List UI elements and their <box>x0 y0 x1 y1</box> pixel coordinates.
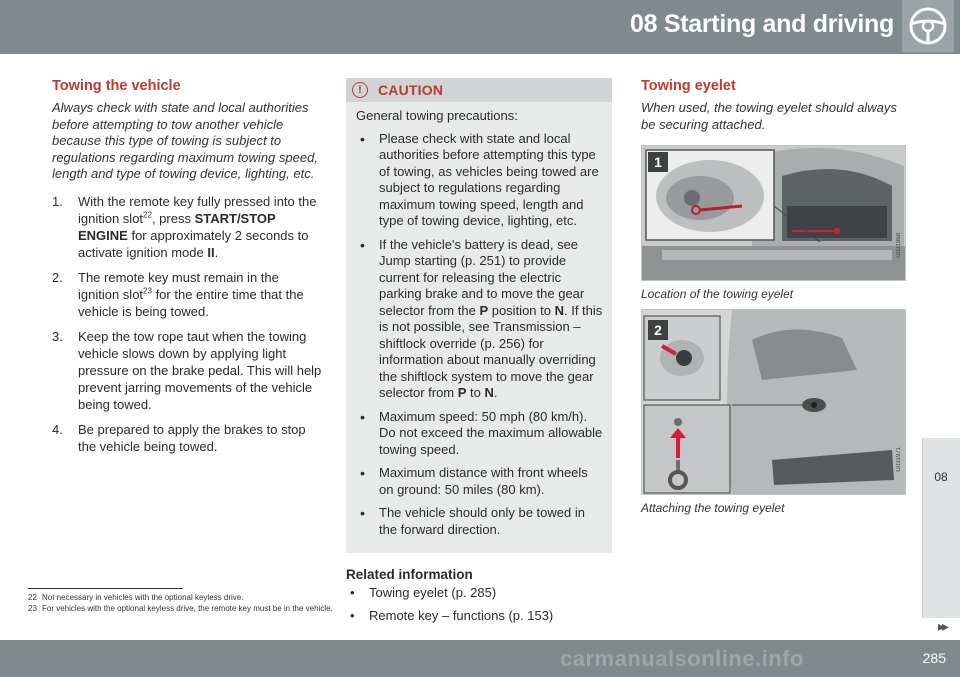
step-2: 2. The remote key must remain in the ignition slot$^{23}$ for the entire time that the vehicle is being towed. <box>52 269 304 319</box>
towing-vehicle-column <box>52 78 322 463</box>
caution-column <box>346 78 612 630</box>
towing-steps <box>52 193 322 455</box>
towing-eyelet-location-figure <box>641 145 906 281</box>
chapter-title: 08 Starting and driving <box>630 10 894 38</box>
caution-item: • Please check with state and local authorities before attempting this type of towing, as vehicles being towed are subject to regulations regarding maximum towing speed, length and type of towing device, lighting, etc. <box>356 131 604 230</box>
double-chevron-right-icon[interactable]: ▸▸ <box>937 618 946 634</box>
step-4: 4. Be prepared to apply the brakes to stop the vehicle being towed. <box>52 421 306 454</box>
caution-item: • Maximum speed: 50 mph (80 km/h). Do not exceed the maximum allowable towing speed. <box>356 409 604 459</box>
towing-vehicle-intro: Always check with state and local authorities before attempting to tow another vehicle because this type of towing is subject to regulations regarding maximum towing speed, length and type of towing device, lighting, etc. <box>52 100 318 181</box>
footnote-ref-22[interactable]: 22 <box>143 210 152 220</box>
figure-caption-1: Location of the towing eyelet <box>641 287 794 301</box>
footnote-ref-23[interactable]: 23 <box>143 286 152 296</box>
towing-eyelet-intro: When used, the towing eyelet should always be securing attached. <box>641 100 897 132</box>
related-info-heading: Related information <box>346 567 473 582</box>
page-number: 285 <box>922 650 946 666</box>
caution-title: CAUTION <box>378 82 444 98</box>
front-bumper-illustration <box>642 310 906 495</box>
caution-body <box>346 102 612 553</box>
related-link-towing-eyelet[interactable]: • Towing eyelet (p. 285) <box>346 584 612 601</box>
figure-label-1: 1 <box>648 152 668 172</box>
towing-eyelet-heading: Towing eyelet <box>641 78 736 94</box>
figure-code: G031968 <box>896 233 902 258</box>
step-3: 3. Keep the tow rope taut when the towing vehicle slows down by applying light pressure on the brake pedal. This will help prevent jarring movements of the vehicle being towed. <box>52 328 322 412</box>
chapter-icon-box <box>902 0 954 52</box>
steering-wheel-icon <box>908 6 948 46</box>
caution-item: • The vehicle should only be towed in the forward direction. <box>356 505 604 538</box>
caution-list <box>356 131 604 539</box>
warning-icon: ! <box>352 82 368 98</box>
footnote-23: 23 For vehicles with the optional keyless drive, the remote key must be in the vehicle. <box>28 604 333 613</box>
step-1: 1. With the remote key fully pressed into the ignition slot$^{22}$, press START/STOP ENGINE for approximately 2 seconds to activate ignition mode II. <box>52 193 317 260</box>
cargo-area-illustration <box>642 146 906 281</box>
related-link-remote-key[interactable]: • Remote key – functions (p. 153) <box>346 607 612 624</box>
attach-towing-eyelet-figure <box>641 309 906 495</box>
figure-caption-2: Attaching the towing eyelet <box>641 501 785 515</box>
footnotes <box>28 588 728 614</box>
figure-label-2: 2 <box>648 320 668 340</box>
caution-intro: General towing precautions: <box>356 108 518 123</box>
footnote-rule <box>28 588 183 589</box>
caution-header <box>346 78 612 102</box>
figure-code: G031971 <box>896 447 902 472</box>
footnote-22: 22 Not necessary in vehicles with the optional keyless drive. <box>28 593 244 602</box>
caution-item: • Maximum distance with front wheels on ground: 50 miles (80 km). <box>356 465 604 498</box>
caution-box <box>346 78 612 553</box>
towing-vehicle-heading: Towing the vehicle <box>52 78 181 94</box>
footer-bar <box>0 640 960 677</box>
chapter-side-tab[interactable] <box>922 438 960 618</box>
towing-eyelet-column <box>641 78 906 515</box>
chapter-side-tab-number: 08 <box>934 470 948 484</box>
caution-item: • If the vehicle's battery is dead, see Jump starting (p. 251) to provide current for releasing the electric parking brake and to move the gear selector from the P position to N. If this is not possible, see Transmission – shiftlock override (p. 256) for information about manually overriding the shiftlock system to move the gear selector from P to N. <box>356 237 604 402</box>
watermark: carmanualsonline.info <box>560 646 804 671</box>
